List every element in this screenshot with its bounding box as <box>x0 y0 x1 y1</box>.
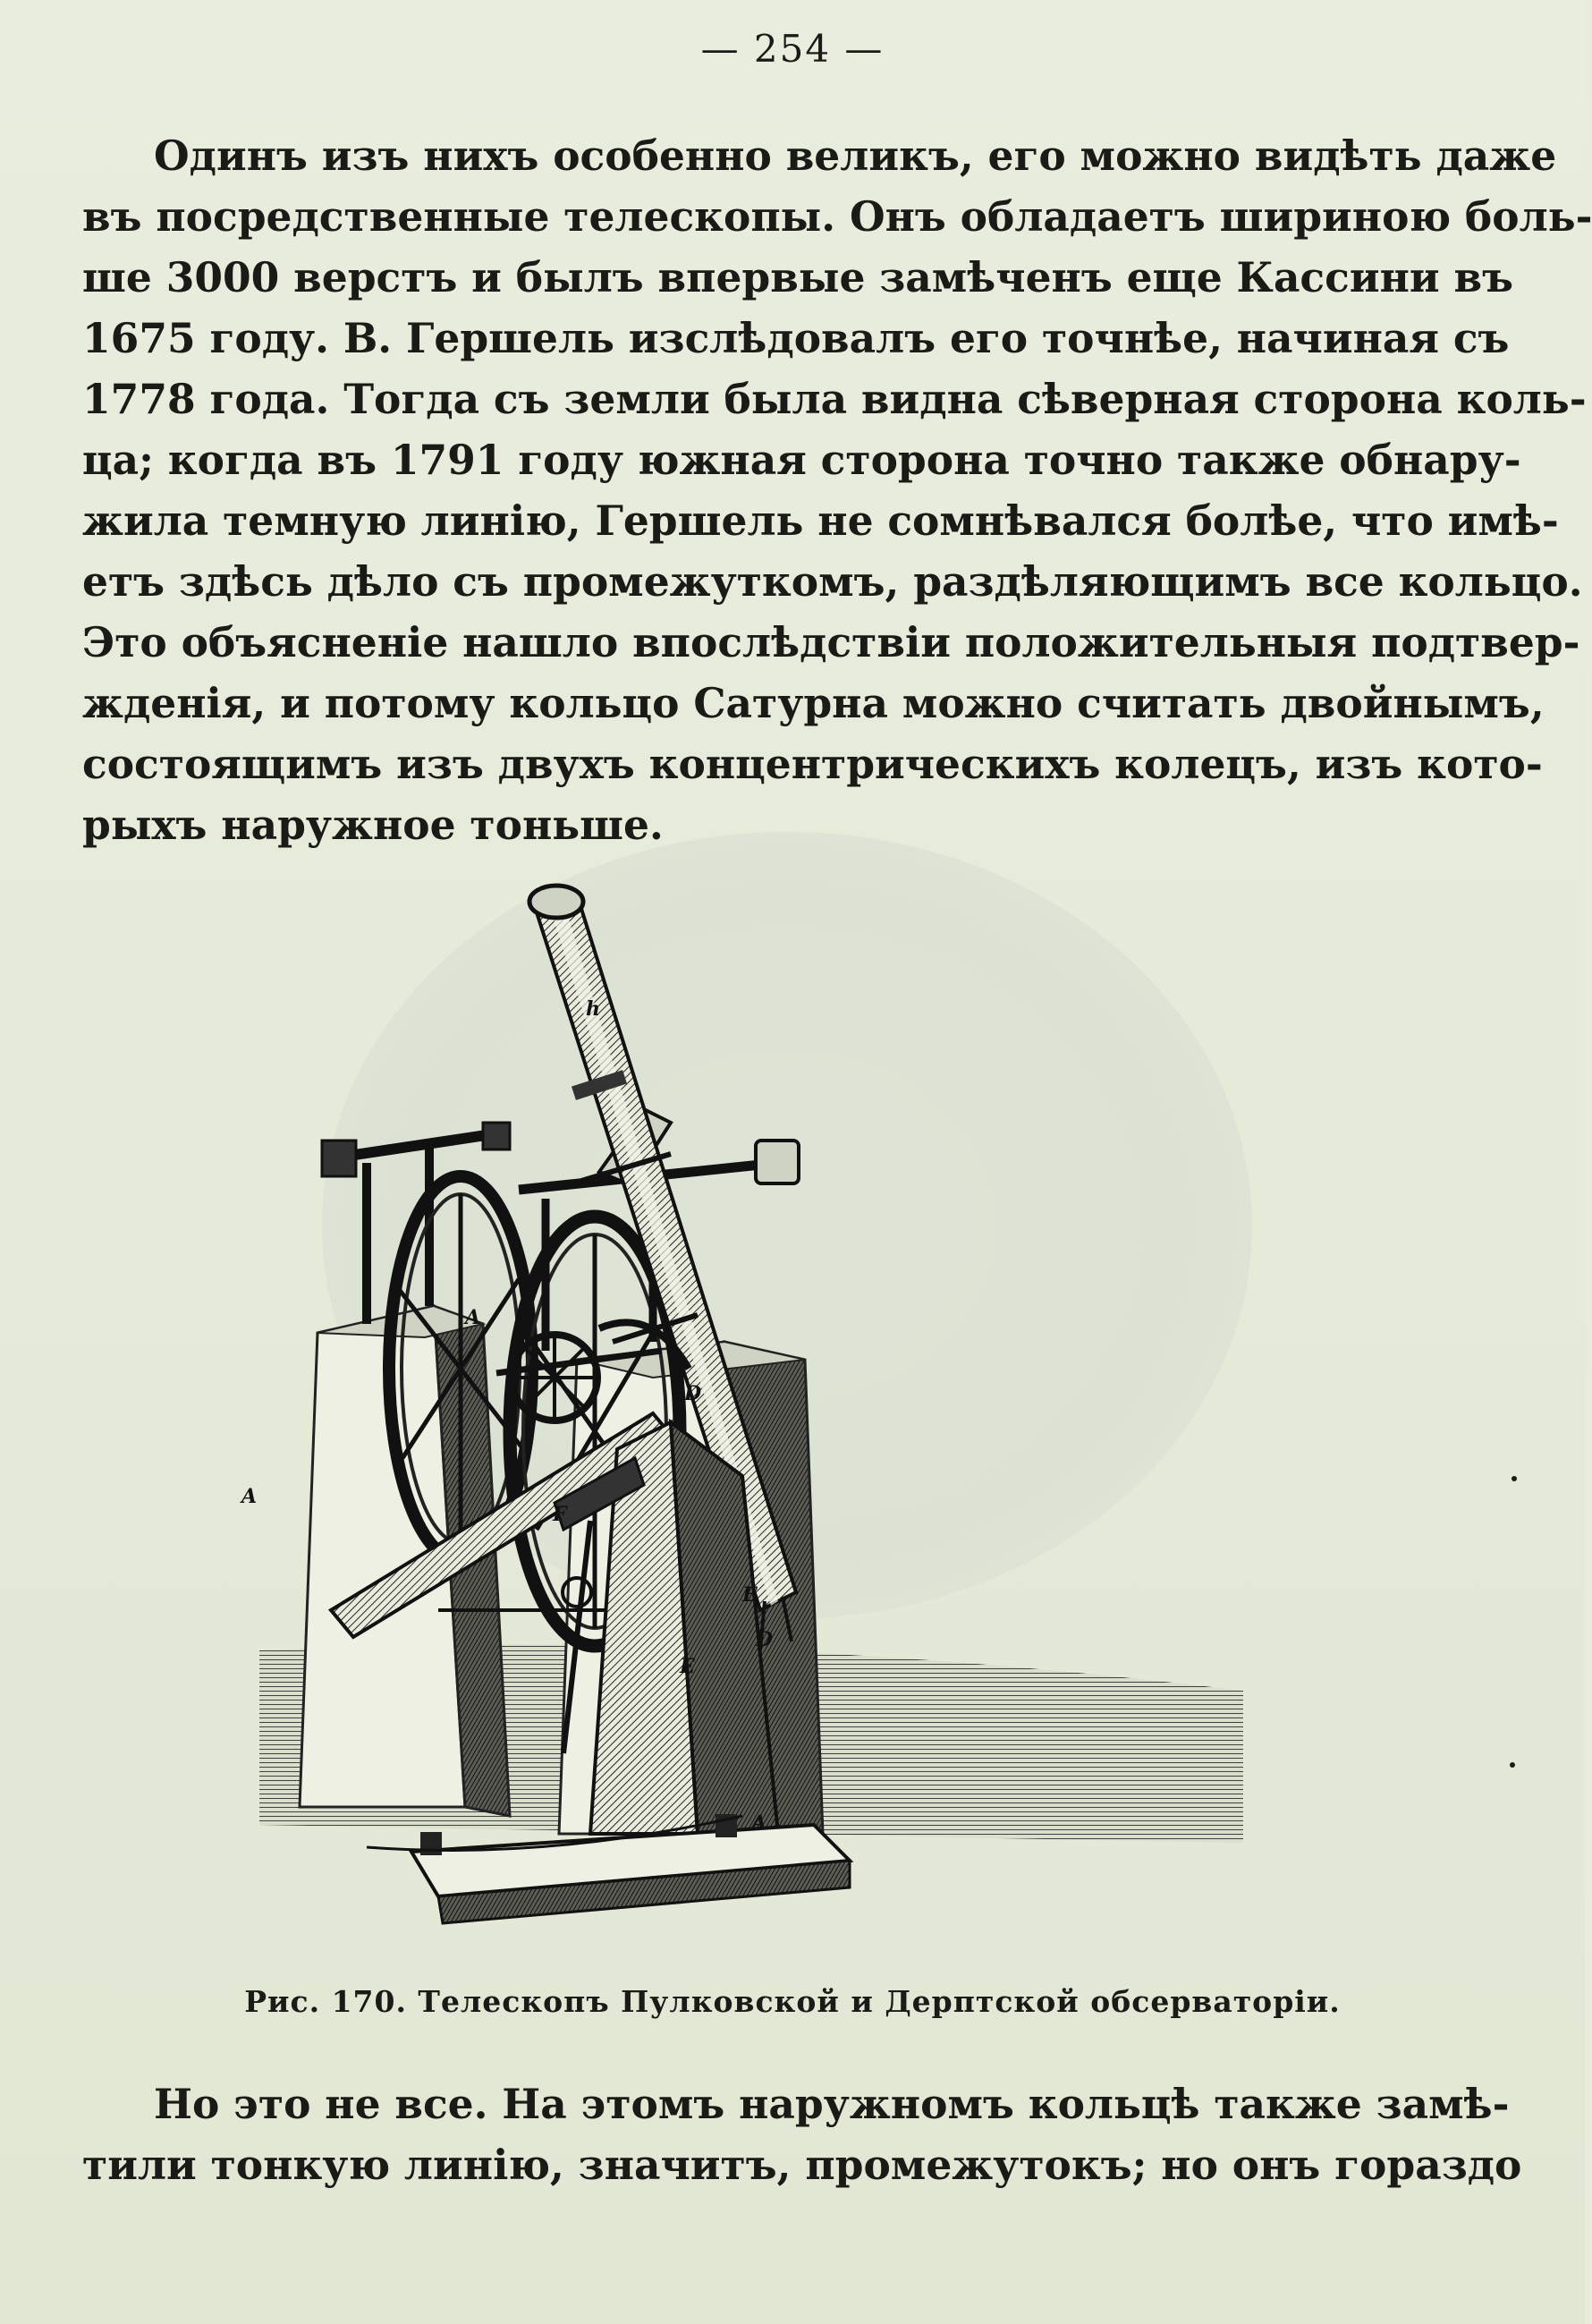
text-line: 1778 года. Тогда съ земли была видна сѣверная сторона коль- <box>82 375 1587 423</box>
text-line: Одинъ изъ нихъ особенно великъ, его можно видѣть даже <box>154 131 1557 180</box>
text-line: жила темную линію, Гершель не сомнѣвался болѣе, что имѣ- <box>82 496 1559 545</box>
text-line: етъ здѣсь дѣло съ промежуткомъ, раздѣляющимъ все кольцо. <box>82 557 1583 606</box>
ink-speck <box>1512 1476 1517 1481</box>
figure-label-e-right: E <box>742 1583 758 1607</box>
figure-label-h: h <box>586 997 600 1021</box>
paragraph-main <box>82 125 1592 855</box>
figure-label-a-base: A <box>751 1811 767 1835</box>
telescope-illustration <box>241 841 1297 1950</box>
ink-speck <box>1510 1762 1515 1768</box>
figure-label-f: F <box>553 1503 567 1526</box>
text-line: Но это не все. На этомъ наружномъ кольцѣ также замѣ- <box>154 2080 1510 2128</box>
text-line: рыхъ наружное тоньше. <box>82 801 664 849</box>
figure-label-d-lower: D <box>756 1628 774 1651</box>
text-line: Это объясненіе нашло впослѣдствіи положительныя подтвер- <box>82 618 1580 666</box>
text-line: состоящимъ изъ двухъ концентрическихъ колецъ, изъ кото- <box>82 740 1543 788</box>
figure-label-a-top: A <box>465 1306 481 1329</box>
text-line: жденія, и потому кольцо Сатурна можно считать двойнымъ, <box>82 679 1545 727</box>
text-line: тили тонкую линію, значитъ, промежутокъ; но онъ гораздо <box>82 2141 1522 2189</box>
text-line: ше 3000 верстъ и былъ впервые замѣченъ еще Кассини въ <box>82 253 1513 301</box>
page-number: — 254 — <box>700 27 885 71</box>
figure-label-e-lower: E <box>680 1655 695 1678</box>
text-line: 1675 году. В. Гершель изслѣдовалъ его точнѣе, начиная съ <box>82 314 1510 362</box>
figure-caption: Рис. 170. Телескопъ Пулковской и Дерптской обсерваторіи. <box>244 1984 1341 2019</box>
paragraph-continued <box>82 2074 1522 2195</box>
text-line: въ посредственные телескопы. Онъ обладаетъ шириною боль- <box>82 192 1592 241</box>
text-line: ца; когда въ 1791 году южная сторона точно также обнару- <box>82 436 1521 484</box>
figure-label-a-left: A <box>241 1485 258 1508</box>
figure-label-d-upper: D <box>684 1382 702 1405</box>
